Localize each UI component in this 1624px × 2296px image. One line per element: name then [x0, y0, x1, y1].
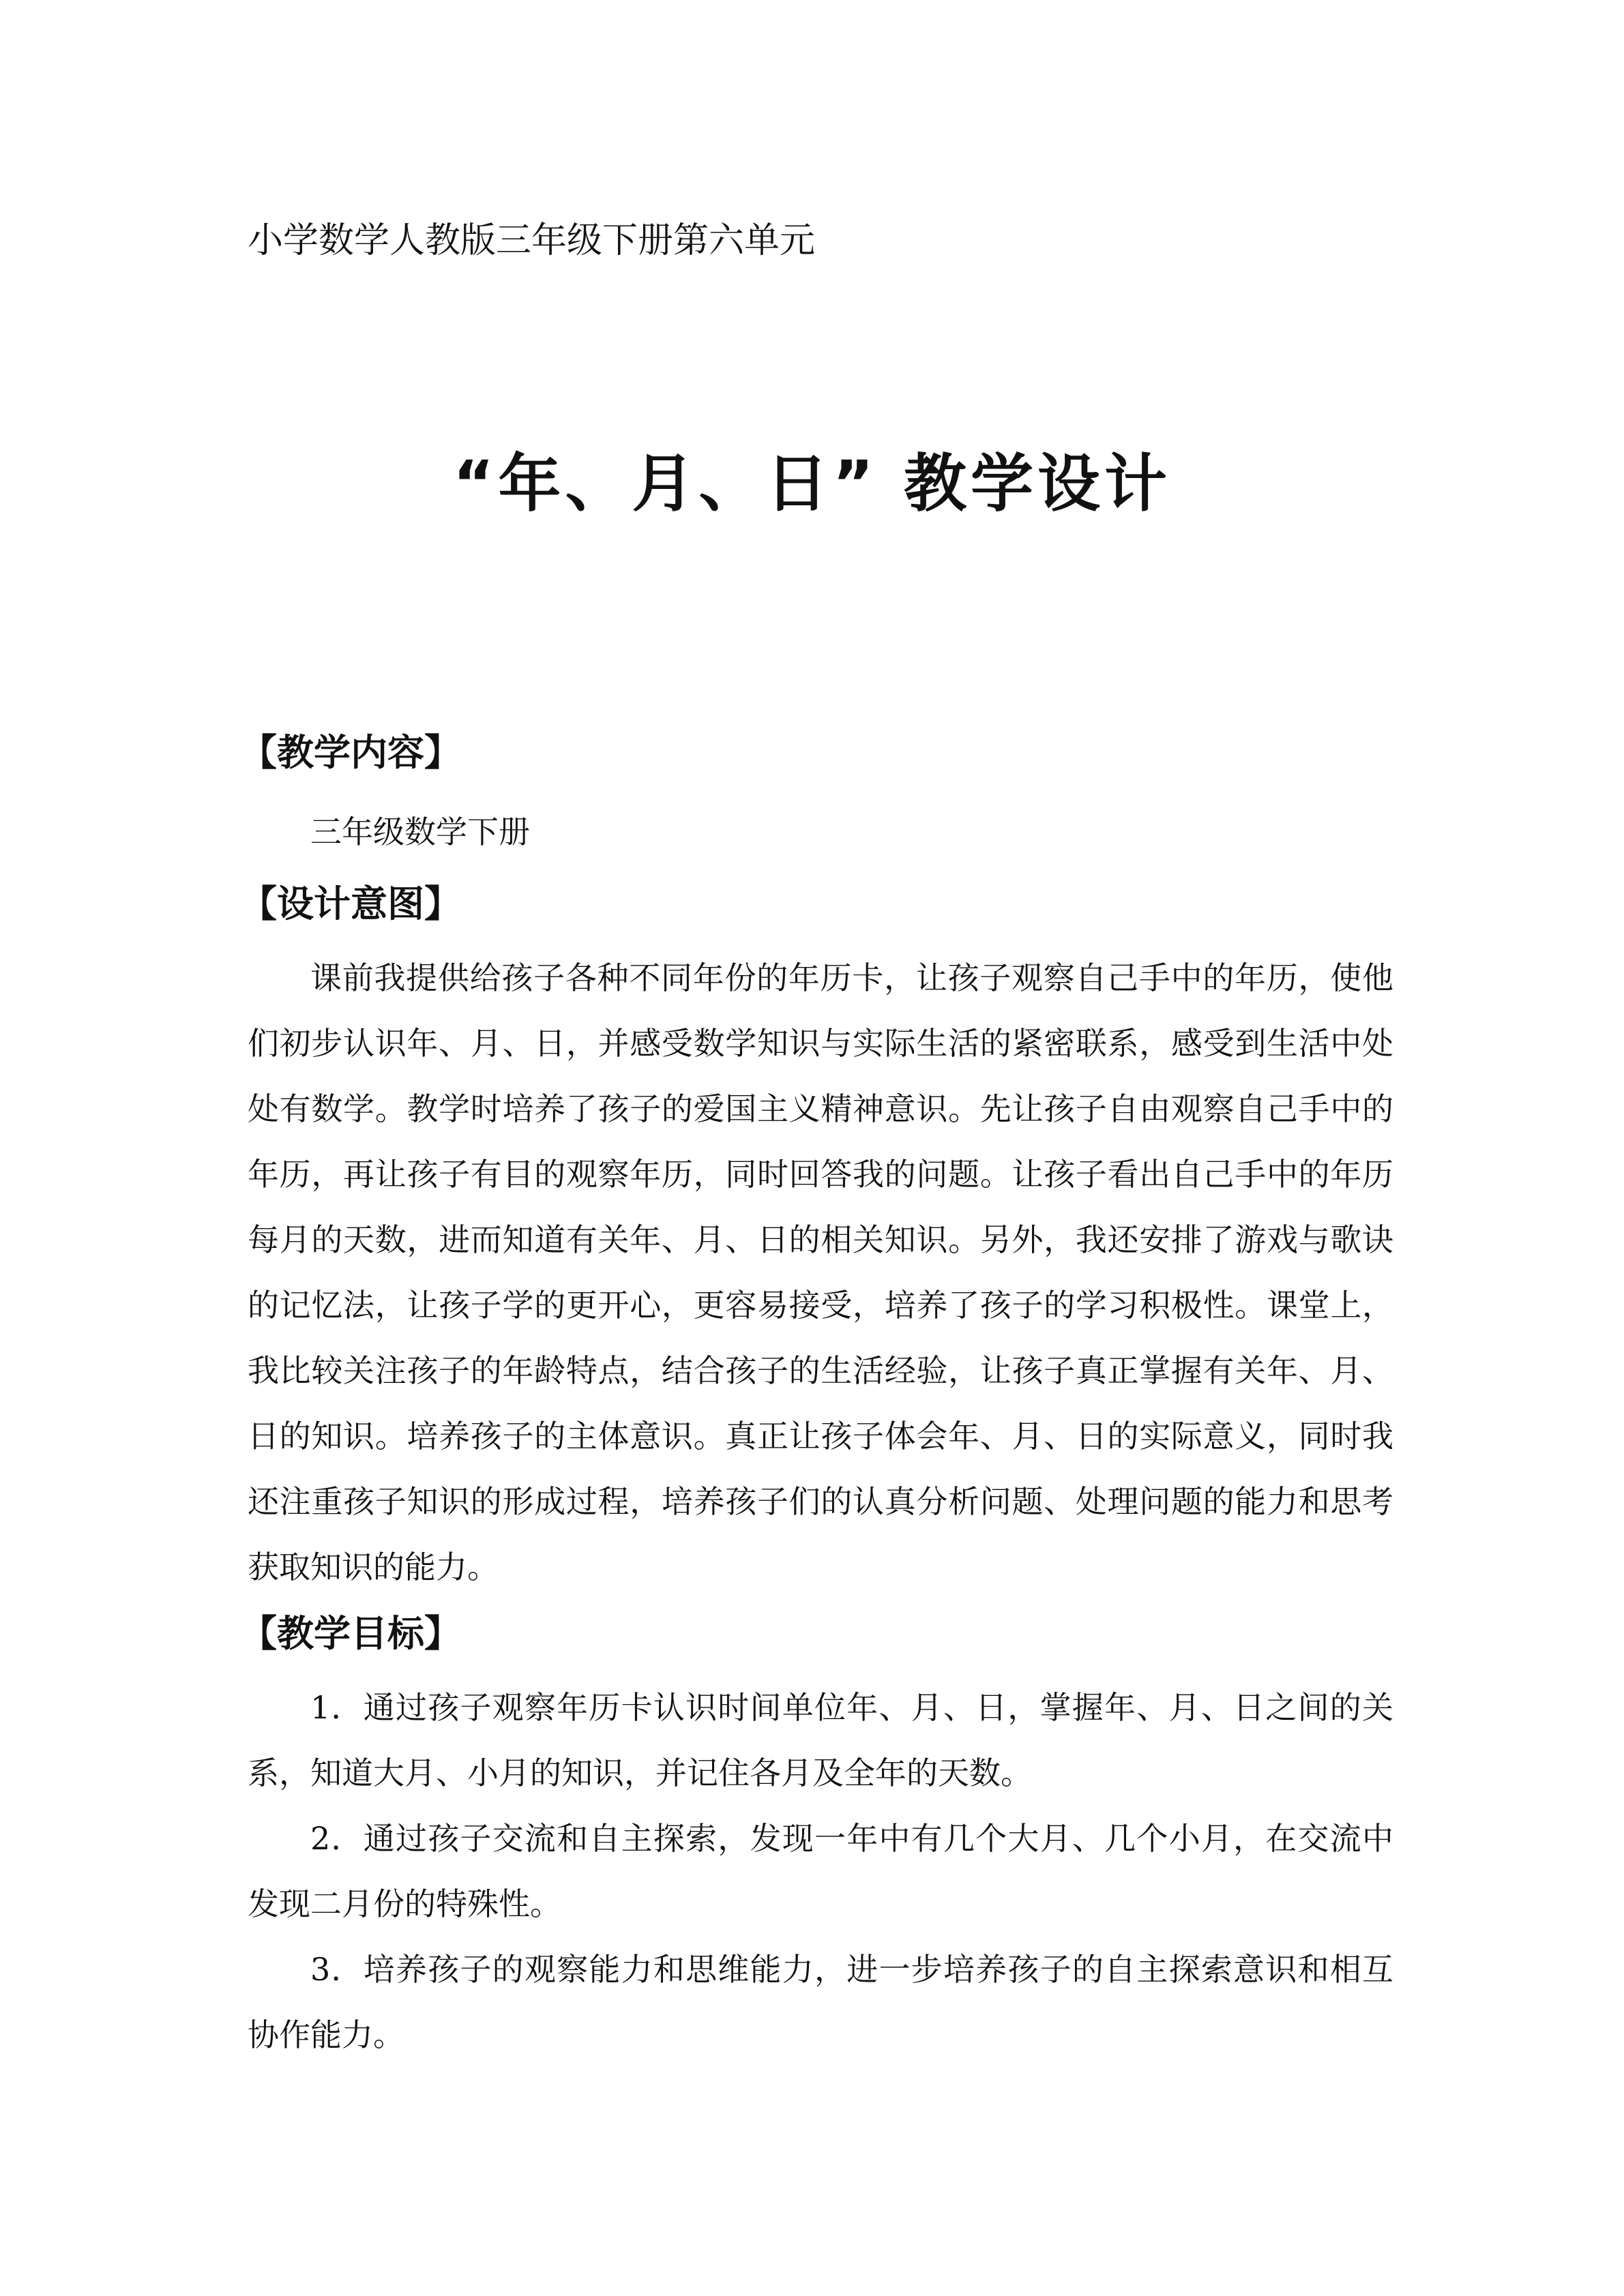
goal-item-2: 2．通过孩子交流和自主探索，发现一年中有几个大月、几个小月，在交流中发现二月份的特殊性。	[248, 1820, 1393, 1922]
section-heading-goals: 【教学目标】	[240, 1612, 461, 1655]
section-heading-content: 【教学内容】	[240, 731, 461, 774]
goal-item-3: 3．培养孩子的观察能力和思维能力，进一步培养孩子的自主探索意识和相互协作能力。	[248, 1951, 1393, 2053]
intent-paragraph: 课前我提供给孩子各种不同年份的年历卡，让孩子观察自己手中的年历，使他们初步认识年、月、日，并感受数学知识与实际生活的紧密联系，感受到生活中处处有数学。教学时培养了孩子的爱国主义精神意识。先让孩子自由观察自己手中的年历，再让孩子有目的观察年历，同时回答我的问题。让孩子看出自己手中的年历每月的天数，进而知道有关年、月、日的相关知识。另外，我还安排了游戏与歌诀的记忆法，让孩子学的更开心，更容易接受，培养了孩子的学习积极性。课堂上，我比较关注孩子的年龄特点，结合孩子的生活经验，让孩子真正掌握有关年、月、日的知识。培养孩子的主体意识。真正让孩子体会年、月、日的实际意义，同时我还注重孩子知识的形成过程，培养孩子们的认真分析问题、处理问题的能力和思考获取知识的能力。	[248, 959, 1393, 1585]
document-title: “年、月、日” 教学设计	[453, 447, 1171, 520]
section-heading-intent: 【设计意图】	[240, 882, 461, 925]
goal-item-1: 1．通过孩子观察年历卡认识时间单位年、月、日，掌握年、月、日之间的关系，知道大月、小月的知识，并记住各月及全年的天数。	[248, 1689, 1393, 1791]
unit-subtitle: 小学数学人教版三年级下册第六单元	[248, 220, 816, 261]
content-text: 三年级数学下册	[310, 814, 530, 850]
